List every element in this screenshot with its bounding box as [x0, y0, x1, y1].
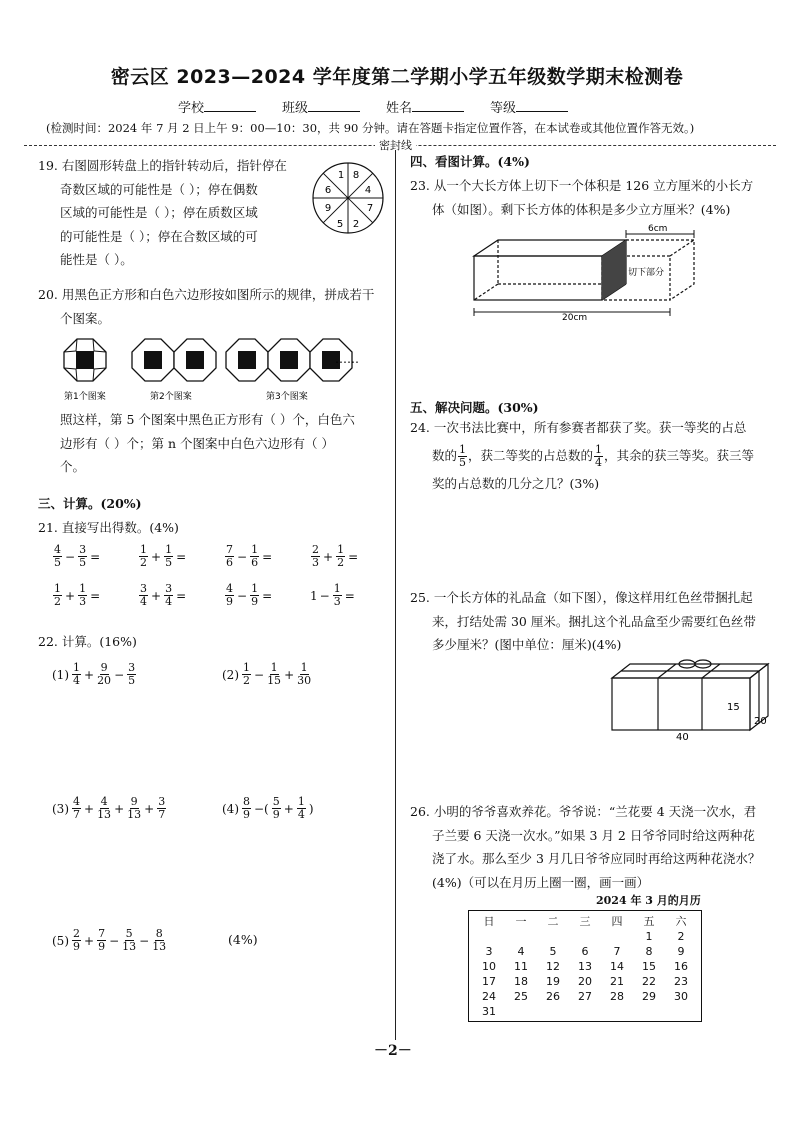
box-length-label: 40: [676, 732, 689, 740]
q22-part-4: (4) $\frac{8}{9}$ −( $\frac{5}{9}$ + $\frac{1}{4}$ ): [222, 795, 314, 821]
question-22: 22. 计算。(16%): [38, 634, 137, 649]
column-divider: [395, 150, 396, 1040]
q21-item: $\frac{2}{3}$ + $\frac{1}{2}$ =: [312, 543, 359, 569]
q22-part-5-percent: (4%): [228, 932, 258, 947]
question-23: 23. 从一个大长方体上切下一个体积是 126 立方厘米的小长方 体（如图）。剩下长方体的体积是多少立方厘米？(4%): [410, 178, 754, 217]
cuboid-figure: [460, 222, 710, 322]
pattern-figure: [60, 335, 370, 405]
calendar-week-row: 1 2: [645, 930, 685, 943]
pattern-caption: 第2个图案: [150, 392, 192, 402]
dim-6cm: 6cm: [648, 224, 668, 234]
pattern-caption: 第3个图案: [266, 392, 308, 402]
question-20-blanks: 照这样，第 5 个图案中黑色正方形有（ ）个，白色六 边形有（ ）个；第 n 个图案中白色六边形有（ ） 个。: [60, 412, 355, 474]
gift-box-figure: [604, 656, 774, 740]
calendar-week-row: 17 18 19 20 21 22 23: [482, 975, 688, 988]
section-5-heading: 五、解决问题。(30%): [410, 400, 539, 415]
q21-item: $\frac{4}{9}$ − $\frac{1}{9}$ =: [226, 582, 273, 608]
spinner-num: 4: [364, 185, 372, 196]
spinner-num: 2: [352, 219, 360, 230]
question-19: 19. 右图圆形转盘上的指针转动后，指针停在 奇数区域的可能性是（ ）；停在偶数 区域的可能性是（ ）；停在质数区域 的可能性是（ ）；停在合数区域的可 能性是（ ）。: [38, 158, 287, 267]
q22-part-5: (5) $\frac{2}{9}$ + $\frac{7}{9}$ − $\frac{5}{13}$ − $\frac{8}{13}$: [52, 927, 167, 953]
section-4-heading: 四、看图计算。(4%): [410, 154, 530, 169]
box-height-label: 15: [727, 702, 740, 713]
spinner-num: 5: [336, 219, 344, 230]
name-field: 姓名: [386, 97, 464, 116]
q21-item: $\frac{3}{4}$ + $\frac{3}{4}$ =: [140, 582, 187, 608]
calendar-header-row: 日 一 二 三 四 五 六: [483, 915, 687, 928]
march-calendar: [468, 910, 702, 1022]
calendar-week-row: 24 25 26 27 28 29 30: [482, 990, 688, 1003]
page-number: －2－: [374, 1043, 412, 1059]
question-21: 21. 直接写出得数。(4%): [38, 520, 179, 535]
section-3-heading: 三、计算。(20%): [38, 496, 142, 511]
q22-part-2: (2) $\frac{1}{2}$ − $\frac{1}{15}$ + $\frac{1}{30}$: [222, 661, 312, 687]
seal-line-label: 密封线: [375, 137, 416, 153]
q21-item: $\frac{4}{5}$ − $\frac{3}{5}$ =: [54, 543, 101, 569]
spinner-num: 6: [324, 185, 332, 196]
question-26: 26. 小明的爷爷喜欢养花。爷爷说：“兰花要 4 天浇一次水，君 子兰要 6 天浇一次水。”如果 3 月 2 日爷爷同时给这两种花 浇了水。那么至少 3 月几日爷爷应同时再给这两种花浇水？ (4%)（可以在月历上圈一圈，画一画）: [410, 804, 761, 890]
calendar-week-row: 31: [482, 1005, 496, 1018]
page-title: 密云区 2023—2024 学年度第二学期小学五年级数学期末检测卷: [110, 66, 684, 88]
q21-item: $\frac{7}{6}$ − $\frac{1}{6}$ =: [226, 543, 273, 569]
q22-part-1: (1) $\frac{1}{4}$ + $\frac{9}{20}$ − $\frac{3}{5}$: [52, 661, 136, 687]
q21-item: $\frac{1}{2}$ + $\frac{1}{5}$ =: [140, 543, 187, 569]
pattern-ellipsis: ……: [335, 352, 359, 366]
dim-20cm: 20cm: [562, 313, 588, 322]
q21-item: 1 − $\frac{1}{3}$ =: [310, 582, 355, 608]
box-width-label: 20: [754, 716, 767, 727]
spinner-num: 1: [337, 170, 345, 181]
question-24: 24. 一次书法比赛中，所有参赛者都获了奖。获一等奖的占总 数的 $\frac{1}{5}$ ，获二等奖的占总数的 $\frac{1}{4}$ ，其余的获三等奖。获三等 奖的占总数的几分之几？(3%): [410, 416, 780, 495]
spinner-num: 9: [324, 203, 332, 214]
school-field: 学校: [178, 97, 256, 116]
q22-part-3: (3) $\frac{4}{7}$ + $\frac{4}{13}$ + $\frac{9}{13}$ + $\frac{3}{7}$: [52, 795, 166, 821]
q24-line-2: 数的 $\frac{1}{5}$ ，获二等奖的占总数的 $\frac{1}{4}$ ，其余的获三等奖。获三等: [432, 442, 755, 469]
question-25: 25. 一个长方体的礼品盒（如下图），像这样用红色丝带捆扎起 来，打结处需 30 厘米。捆扎这个礼品盒至少需要红色丝带 多少厘米？(图中单位：厘米)(4%): [410, 590, 756, 652]
pattern-caption: 第1个图案: [64, 392, 106, 402]
grade-field: 等级: [490, 97, 568, 116]
cut-part-label: 切下部分: [628, 268, 665, 278]
question-20: 20. 用黑色正方形和白色六边形按如图所示的规律，拼成若干 个图案。: [38, 287, 375, 326]
exam-note: (检测时间：2024 年 7 月 2 日上午 9：00—10：30，共 90 分钟。请在答题卡指定位置作答，在本试卷或其他位置作答无效。): [46, 121, 695, 135]
q21-grid: [52, 544, 372, 608]
class-field: 班级: [282, 97, 360, 116]
spinner-num: 7: [366, 203, 374, 214]
student-info-row: [178, 97, 568, 116]
calendar-week-row: 3 4 5 6 7 8 9: [485, 945, 685, 958]
spinner-num: 8: [352, 170, 360, 181]
calendar-week-row: 10 11 12 13 14 15 16: [482, 960, 688, 973]
calendar-title: 2024 年 3 月的月历: [596, 894, 701, 907]
spinner-figure: [310, 160, 386, 236]
q21-item: $\frac{1}{2}$ + $\frac{1}{3}$ =: [54, 582, 101, 608]
